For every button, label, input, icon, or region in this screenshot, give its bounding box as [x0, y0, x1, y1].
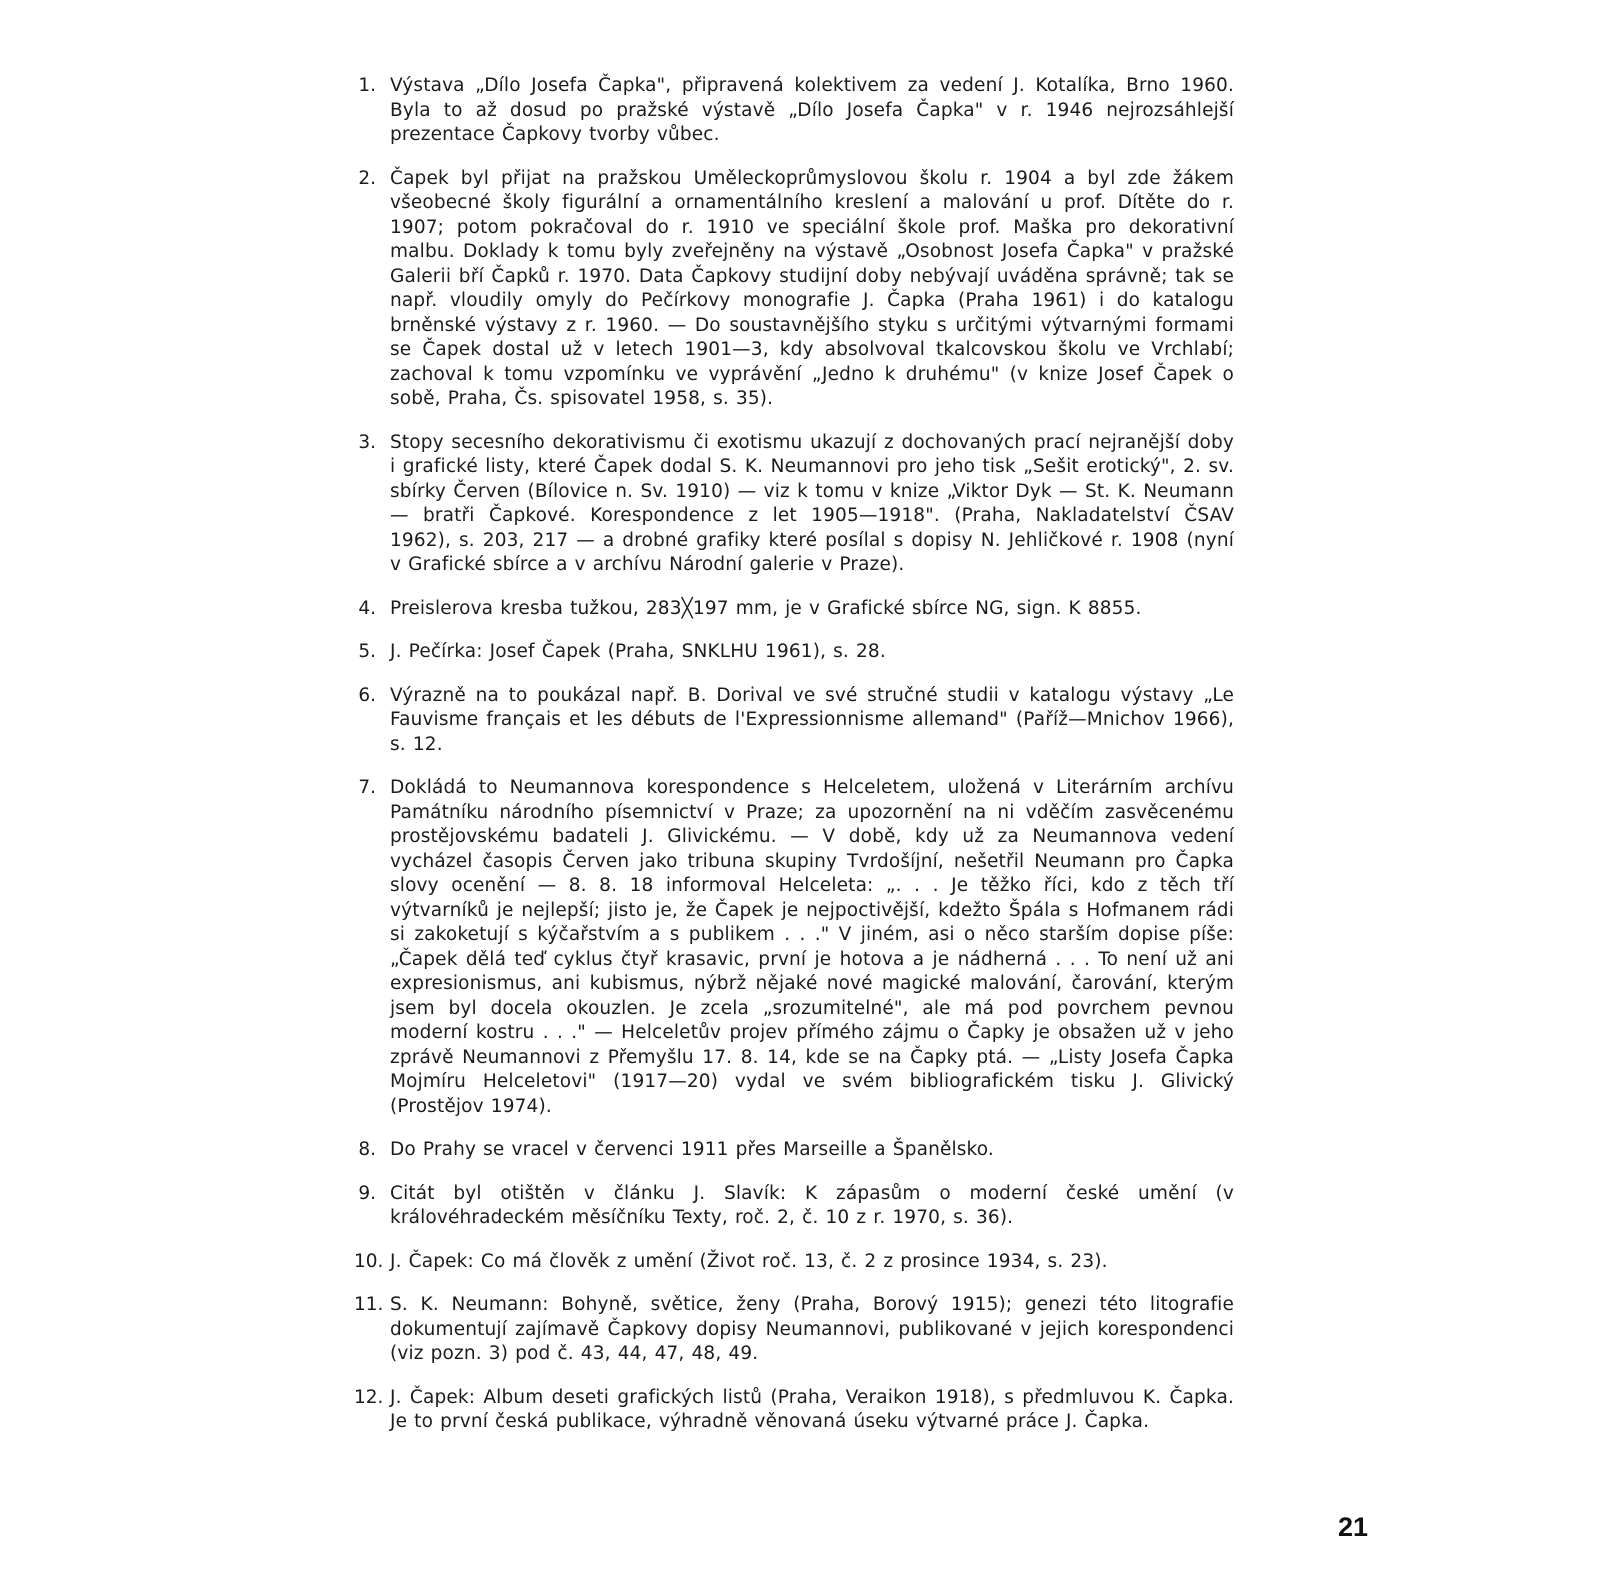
endnote-number: 3. [358, 431, 376, 453]
endnote-item [358, 167, 1234, 412]
endnote-text: J. Čapek: Album deseti grafických listů (Praha, Veraikon 1918), s předmluvou K. Čapka. Je to první česká publikace, výhradně věnovaná úseku výtvarné práce J. Čapka. [390, 1386, 1234, 1432]
endnote-item [354, 1250, 1234, 1275]
endnote-item [358, 597, 1234, 622]
endnote-text: Dokládá to Neumannova korespondence s Helceletem, uložená v Literárním archívu Památníku národního písemnictví v Praze; za upozornění na ni vděčím zasvěcenému prostějovskému badateli J. Glivickému. — V době, kdy už za Neumannova vedení vycházel časopis Červen jako tribuna skupiny Tvrdošíjní, nešetřil Neumann pro Čapka slovy ocenění — 8. 8. 18 informoval Helceleta: „. . . Je těžko říci, kdo z těch tří výtvarníků je nejlepší; jisto je, že Čapek je nejpoctivější, kdežto Špála s Hofmanem rádi si zakoketují s kýčařstvím a s publikem . . ." V jiném, asi o něco starším dopise píše: „Čapek dělá teď cyklus čtyř krasavic, první je hotova a je nádherná . . . To není už ani expresionismus, ani kubismus, nýbrž nějaké nové magické malování, čarování, kterým jsem byl docela okouzlen. Je zcela „srozumitelné", ale má pod povrchem pevnou moderní kostru . . ." — Helceletův projev přímého zájmu o Čapky je obsažen už v jeho zprávě Neumannovi z Přemyšlu 17. 8. 14, kde se na Čapky ptá. — „Listy Josefa Čapka Mojmíru Helceletovi" (1917—20) vydal ve svém bibliografickém tisku J. Glivický (Prostějov 1974). [390, 777, 1234, 1117]
endnote-text: Výrazně na to poukázal např. B. Dorival ve své stručné studii v katalogu výstavy „Le Fauvisme français et les débuts de l'Expressionnisme allemand" (Paříž—Mnichov 1966), s. 12. [390, 684, 1234, 755]
endnote-text: J. Pečírka: Josef Čapek (Praha, SNKLHU 1961), s. 28. [390, 641, 886, 662]
endnote-item [358, 1138, 1234, 1163]
endnote-number: 7. [358, 777, 376, 798]
endnote-item [358, 684, 1234, 758]
endnote-item [354, 1293, 1234, 1367]
endnote-number: 6. [358, 684, 376, 706]
endnote-number: 4. [358, 597, 376, 619]
endnote-text: Preislerova kresba tužkou, 283╳197 mm, je v Grafické sbírce NG, sign. K 8855. [390, 597, 1142, 619]
endnote-number: 10. [354, 1250, 384, 1272]
endnote-number: 2. [358, 167, 376, 189]
endnote-text: Stopy secesního dekorativismu či exotismu ukazují z dochovaných prací nejranější doby i grafické listy, které Čapek dodal S. K. Neumannovi pro jeho tisk „Sešit erotický", 2. sv. sbírky Červen (Bílovice n. Sv. 1910) — viz k tomu v knize „Viktor Dyk — St. K. Neumann — bratři Čapkové. Korespondence z let 1905—1918". (Praha, Nakladatelství ČSAV 1962), s. 203, 217 — a drobné grafiky které posílal s dopisy N. Jehličkové r. 1908 (nyní v Grafické sbírce a v archívu Národní galerie v Praze). [390, 431, 1234, 575]
endnote-number: 5. [358, 641, 376, 662]
endnote-text: S. K. Neumann: Bohyně, světice, ženy (Praha, Borový 1915); genezi této litografie dokumentují zajímavě Čapkovy dopisy Neumannovi, publikované v jejich korespondenci (viz pozn. 3) pod č. 43, 44, 47, 48, 49. [390, 1294, 1234, 1364]
endnote-number: 1. [358, 75, 376, 96]
endnote-item [358, 74, 1234, 148]
endnote-item [358, 1182, 1234, 1231]
endnote-item [354, 1386, 1234, 1435]
endnote-item [358, 776, 1234, 1119]
endnote-text: Do Prahy se vracel v červenci 1911 přes Marseille a Španělsko. [390, 1139, 994, 1160]
endnote-number: 9. [358, 1182, 376, 1204]
endnote-item [358, 640, 1234, 665]
endnote-text: Výstava „Dílo Josefa Čapka", připravená kolektivem za vedení J. Kotalíka, Brno 1960. Byla to až dosud po pražské výstavě „Dílo Josefa Čapka" v r. 1946 nejrozsáhlejší prezentace Čapkovy tvorby vůbec. [390, 75, 1234, 145]
endnote-text: Čapek byl přijat na pražskou Uměleckoprůmyslovou školu r. 1904 a byl zde žákem všeobecné školy figurální a ornamentálního kreslení a malování u prof. Dítěte do r. 1907; potom pokračoval do r. 1910 ve speciální škole prof. Maška pro dekorativní malbu. Doklady k tomu byly zveřejněny na výstavě „Osobnost Josefa Čapka" v pražské Galerii bří Čapků r. 1970. Data Čapkovy studijní doby nebývají uváděna správně; tak se např. vloudily omyly do Pečírkovy monografie J. Čapka (Praha 1961) i do katalogu brněnské výstavy z r. 1960. — Do soustavnějšího styku s určitými výtvarnými formami se Čapek dostal už v letech 1901—3, kdy absolvoval tkalcovskou školu ve Vrchlabí; zachoval k tomu vzpomínku ve vyprávění „Jedno k druhému" (v knize Josef Čapek o sobě, Praha, Čs. spisovatel 1958, s. 35). [390, 167, 1234, 409]
endnote-text: Citát byl otištěn v článku J. Slavík: K zápasům o moderní české umění (v královéhradeckém měsíčníku Texty, roč. 2, č. 10 z r. 1970, s. 36). [390, 1182, 1234, 1228]
endnotes-list [354, 74, 1234, 1454]
endnote-number: 11. [354, 1294, 384, 1315]
page-number: 21 [1337, 1512, 1368, 1542]
endnote-text: J. Čapek: Co má člověk z umění (Život roč. 13, č. 2 z prosince 1934, s. 23). [390, 1250, 1108, 1272]
endnote-number: 8. [358, 1139, 376, 1160]
endnote-item [358, 431, 1234, 578]
endnote-number: 12. [354, 1386, 384, 1408]
